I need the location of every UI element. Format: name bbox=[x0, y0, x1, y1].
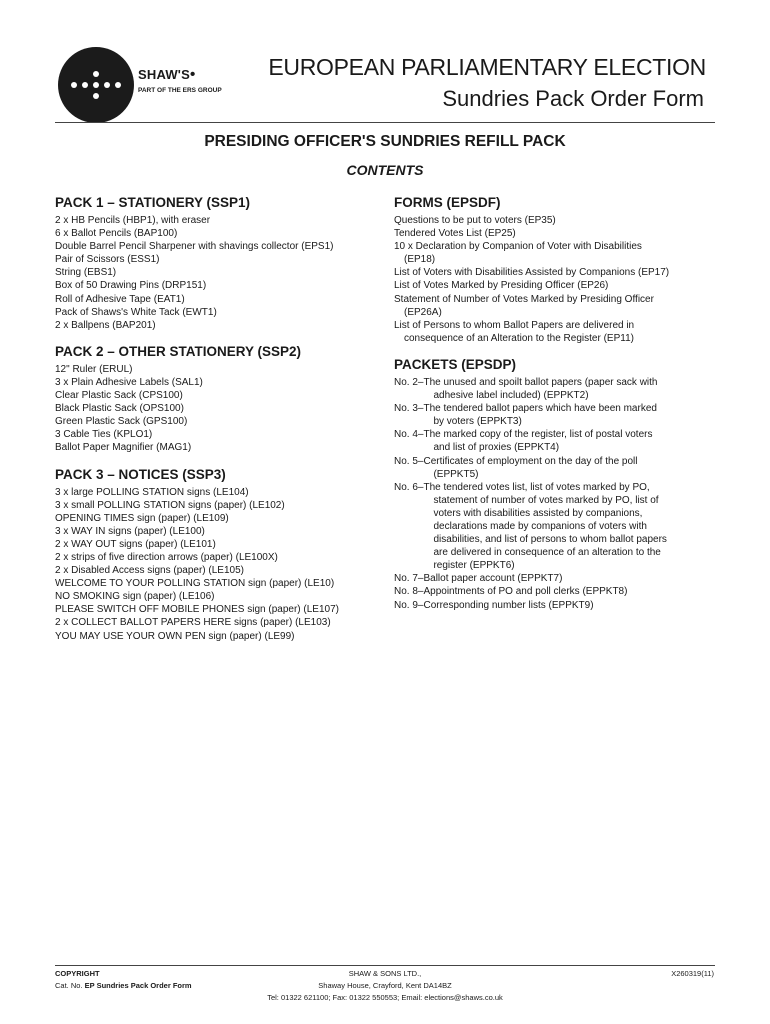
pack2-item: 3 Cable Ties (KPLO1) bbox=[55, 429, 153, 441]
packet-description bbox=[423, 455, 719, 481]
forms-item bbox=[394, 279, 719, 292]
packet-description bbox=[423, 402, 719, 428]
packet-line: Ballot paper account (EPPKT7) bbox=[423, 573, 563, 585]
packet-line: register (EPPKT6) bbox=[433, 560, 515, 572]
packet-number: No. 6– bbox=[394, 481, 424, 493]
forms-item-line: Tendered Votes List (EP25) bbox=[394, 228, 516, 240]
company-name: SHAW & SONS LTD., bbox=[348, 969, 422, 978]
packet-line: statement of number of votes marked by PO, list of bbox=[433, 494, 659, 506]
packet-line: by voters (EPPKT3) bbox=[433, 416, 522, 428]
pack1-item: Double Barrel Pencil Sharpener with shavings collector (EPS1) bbox=[55, 241, 334, 253]
packet-line: and list of proxies (EPPKT4) bbox=[433, 442, 560, 454]
pack2-item: Clear Plastic Sack (CPS100) bbox=[55, 390, 183, 402]
logo-dot bbox=[82, 82, 88, 88]
packet-number: No. 7– bbox=[394, 573, 424, 585]
logo-dot bbox=[71, 82, 77, 88]
packet-number: No. 5– bbox=[394, 455, 424, 467]
packet-line: Appointments of PO and poll clerks (EPPKT8) bbox=[423, 586, 628, 598]
packet-line: Certificates of employment on the day of the poll bbox=[423, 455, 638, 467]
packet-number: No. 4– bbox=[394, 429, 424, 441]
company-contact: Tel: 01322 621100; Fax: 01322 550553; Email: elections@shaws.co.uk bbox=[267, 993, 503, 1002]
pack2-item: 12" Ruler (ERUL) bbox=[55, 363, 133, 375]
left-column bbox=[55, 195, 385, 643]
brand-subtitle: PART OF THE ERS GROUP bbox=[138, 87, 222, 94]
packet-line: are delivered in consequence of an alteration to the bbox=[433, 547, 661, 559]
forms-item-line: Questions to be put to voters (EP35) bbox=[394, 215, 556, 226]
pack3-item: WELCOME TO YOUR POLLING STATION sign (paper) (LE10) bbox=[55, 578, 335, 590]
pack2-list bbox=[55, 363, 385, 455]
footer-center bbox=[0, 968, 770, 1004]
logo-dot bbox=[93, 71, 99, 77]
copyright-label: COPYRIGHT bbox=[55, 969, 100, 978]
logo-dot bbox=[115, 82, 121, 88]
forms-item-line: (EP26A) bbox=[404, 306, 442, 318]
right-column bbox=[394, 195, 719, 612]
logo-dot bbox=[93, 82, 99, 88]
forms-item bbox=[394, 319, 719, 345]
packet-number: No. 9– bbox=[394, 599, 424, 611]
packet-line: The tendered votes list, list of votes marked by PO, bbox=[423, 481, 650, 493]
pack3-item: 3 x WAY IN signs (paper) (LE100) bbox=[55, 525, 205, 537]
packet-item bbox=[394, 428, 719, 454]
packet-line: The tendered ballot papers which have been marked bbox=[423, 403, 657, 415]
packet-item bbox=[394, 455, 719, 481]
forms-item bbox=[394, 214, 719, 227]
pack3-title: PACK 3 – NOTICES (SSP3) bbox=[55, 466, 226, 482]
header-rule bbox=[55, 122, 715, 123]
forms-item-line: (EP18) bbox=[404, 254, 436, 266]
pack3-item: 2 x Disabled Access signs (paper) (LE105) bbox=[55, 565, 244, 577]
brand-name: SHAW'S• bbox=[138, 66, 196, 83]
packet-description bbox=[423, 428, 719, 454]
forms-item-line: consequence of an Alteration to the Register (EP11) bbox=[404, 332, 634, 344]
pack1-list bbox=[55, 214, 385, 332]
pack3-item: 2 x COLLECT BALLOT PAPERS HERE signs (paper) (LE103) bbox=[55, 617, 331, 629]
forms-item-line: List of Persons to whom Ballot Papers are delivered in bbox=[394, 319, 635, 331]
packet-line: Corresponding number lists (EPPKT9) bbox=[423, 599, 594, 611]
packet-description bbox=[423, 585, 719, 598]
logo-dot bbox=[93, 93, 99, 99]
cat-name: EP Sundries Pack Order Form bbox=[84, 981, 192, 990]
packet-item bbox=[394, 585, 719, 598]
packet-item bbox=[394, 481, 719, 573]
cat-prefix: Cat. No. bbox=[55, 981, 83, 990]
pack2-section bbox=[55, 344, 385, 455]
forms-list bbox=[394, 214, 719, 345]
pack1-title: PACK 1 – STATIONERY (SSP1) bbox=[55, 195, 251, 210]
pack3-list bbox=[55, 486, 385, 643]
pack1-item: Pair of Scissors (ESS1) bbox=[55, 254, 160, 266]
company-address: Shaway House, Crayford, Kent DA14BZ bbox=[318, 981, 452, 990]
pack3-item: 2 x WAY OUT signs (paper) (LE101) bbox=[55, 538, 216, 550]
pack1-item: Roll of Adhesive Tape (EAT1) bbox=[55, 293, 185, 305]
pack3-item: 3 x large POLLING STATION signs (LE104) bbox=[55, 486, 249, 498]
packets-section bbox=[394, 357, 719, 612]
packet-line: disabilities, and list of persons to whom ballot papers bbox=[433, 534, 667, 546]
forms-item bbox=[394, 293, 719, 319]
packet-item bbox=[394, 402, 719, 428]
packet-line: voters with disabilities assisted by companions, bbox=[433, 507, 643, 519]
pack1-item: 2 x Ballpens (BAP201) bbox=[55, 319, 156, 331]
pack2-item: 3 x Plain Adhesive Labels (SAL1) bbox=[55, 376, 203, 388]
packet-item bbox=[394, 376, 719, 402]
forms-section bbox=[394, 195, 719, 345]
packet-number: No. 2– bbox=[394, 376, 424, 388]
packet-line: (EPPKT5) bbox=[433, 468, 479, 480]
pack1-item: Box of 50 Drawing Pins (DRP151) bbox=[55, 280, 207, 292]
pack3-item: 2 x strips of five direction arrows (paper) (LE100X) bbox=[55, 551, 278, 563]
pack3-item: NO SMOKING sign (paper) (LE106) bbox=[55, 591, 215, 603]
page-heading: PRESIDING OFFICER'S SUNDRIES REFILL PACK bbox=[204, 133, 566, 150]
pack3-item: 3 x small POLLING STATION signs (paper) (LE102) bbox=[55, 499, 285, 511]
forms-item-line: List of Votes Marked by Presiding Officer (EP26) bbox=[394, 280, 609, 292]
pack1-item: 6 x Ballot Pencils (BAP100) bbox=[55, 228, 178, 240]
packet-description bbox=[423, 376, 719, 402]
forms-item bbox=[394, 240, 719, 266]
footer-right bbox=[671, 968, 714, 980]
document-subtitle: Sundries Pack Order Form bbox=[442, 86, 704, 111]
packet-line: declarations made by companions of voters with bbox=[433, 520, 647, 532]
document-title: EUROPEAN PARLIAMENTARY ELECTION bbox=[268, 54, 706, 80]
forms-item-line: Statement of Number of Votes Marked by Presiding Officer bbox=[394, 293, 654, 305]
contents-label: CONTENTS bbox=[346, 162, 424, 178]
packet-item bbox=[394, 599, 719, 612]
pack1-item: String (EBS1) bbox=[55, 267, 117, 279]
packets-title: PACKETS (EPSDP) bbox=[394, 356, 517, 372]
packet-item bbox=[394, 572, 719, 585]
forms-item bbox=[394, 266, 719, 279]
shaws-logo bbox=[58, 47, 134, 123]
forms-item-line: 10 x Declaration by Companion of Voter with Disabilities bbox=[394, 241, 642, 253]
packet-description bbox=[423, 572, 719, 585]
pack3-item: OPENING TIMES sign (paper) (LE109) bbox=[55, 512, 229, 524]
packet-description bbox=[423, 599, 719, 612]
pack2-item: Ballot Paper Magnifier (MAG1) bbox=[55, 442, 192, 454]
packets-list bbox=[394, 376, 719, 612]
pack1-item: Pack of Shaws's White Tack (EWT1) bbox=[55, 306, 217, 318]
packet-line: The marked copy of the register, list of postal voters bbox=[423, 429, 653, 441]
pack1-item: 2 x HB Pencils (HBP1), with eraser bbox=[55, 215, 211, 226]
forms-item bbox=[394, 227, 719, 240]
form-code: X260319(11) bbox=[671, 969, 714, 978]
pack3-section bbox=[55, 467, 385, 643]
footer-rule bbox=[55, 965, 715, 966]
pack2-item: Black Plastic Sack (OPS100) bbox=[55, 403, 184, 415]
packet-number: No. 3– bbox=[394, 403, 424, 415]
packet-line: The unused and spoilt ballot papers (paper sack with bbox=[423, 376, 658, 388]
pack3-item: PLEASE SWITCH OFF MOBILE PHONES sign (paper) (LE107) bbox=[55, 604, 339, 616]
forms-title: FORMS (EPSDF) bbox=[394, 195, 501, 210]
pack2-item: Green Plastic Sack (GPS100) bbox=[55, 416, 188, 428]
packet-number: No. 8– bbox=[394, 586, 424, 598]
forms-item-line: List of Voters with Disabilities Assisted by Companions (EP17) bbox=[394, 267, 670, 279]
pack3-item: YOU MAY USE YOUR OWN PEN sign (paper) (LE99) bbox=[55, 630, 295, 642]
pack2-title: PACK 2 – OTHER STATIONERY (SSP2) bbox=[55, 343, 302, 359]
packet-description bbox=[423, 481, 719, 573]
pack1-section bbox=[55, 195, 385, 332]
logo-dot bbox=[104, 82, 110, 88]
packet-line: adhesive label included) (EPPKT2) bbox=[433, 390, 589, 402]
